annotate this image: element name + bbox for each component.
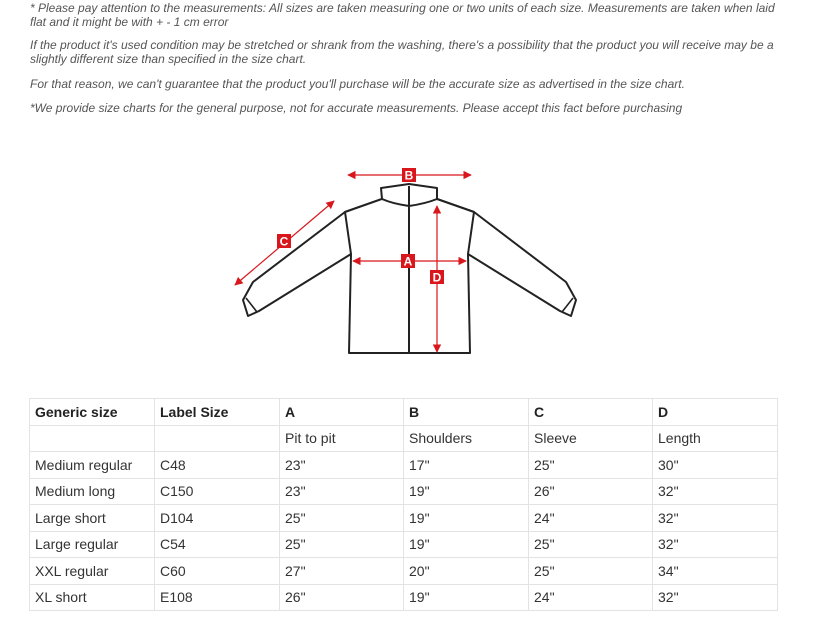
cell-d: 30" — [653, 452, 778, 479]
cell-b: 19" — [404, 584, 529, 611]
subheader-cell — [155, 425, 280, 452]
cell-a: 23" — [280, 478, 404, 505]
svg-text:B: B — [404, 168, 414, 183]
cell-d: 32" — [653, 531, 778, 558]
label-c-badge — [277, 234, 291, 249]
cell-a: 25" — [280, 505, 404, 532]
header-label-size: Label Size — [155, 399, 280, 426]
subheader-shoulders: Shoulders — [404, 425, 529, 452]
table-header-row — [30, 399, 778, 426]
header-a: A — [280, 399, 404, 426]
cell-b: 20" — [404, 558, 529, 585]
note-general-purpose: *We provide size charts for the general purpose, not for accurate measurements. Please accept this fact before purchasing — [30, 101, 683, 115]
table-row — [30, 452, 778, 479]
cell-b: 19" — [404, 505, 529, 532]
cell-generic-size: XL short — [30, 584, 155, 611]
cell-d: 32" — [653, 478, 778, 505]
cell-generic-size: Medium long — [30, 478, 155, 505]
header-generic-size: Generic size — [30, 399, 155, 426]
svg-text:C: C — [279, 234, 289, 249]
note-no-guarantee: For that reason, we can't guarantee that the product you'll purchase will be the accurate size as advertised in the size chart. — [30, 77, 685, 91]
header-c: C — [529, 399, 653, 426]
subheader-sleeve: Sleeve — [529, 425, 653, 452]
cell-c: 25" — [529, 558, 653, 585]
subheader-pit-to-pit: Pit to pit — [280, 425, 404, 452]
cell-label-size: C150 — [155, 478, 280, 505]
label-a-badge — [401, 254, 415, 269]
cell-c: 24" — [529, 584, 653, 611]
cell-b: 17" — [404, 452, 529, 479]
svg-text:D: D — [432, 270, 442, 285]
cell-a: 25" — [280, 531, 404, 558]
cell-a: 26" — [280, 584, 404, 611]
svg-text:A: A — [403, 254, 413, 269]
cell-label-size: C60 — [155, 558, 280, 585]
cell-label-size: D104 — [155, 505, 280, 532]
label-d-badge — [430, 270, 444, 285]
table-row — [30, 584, 778, 611]
subheader-cell — [30, 425, 155, 452]
cell-c: 25" — [529, 531, 653, 558]
label-b-badge — [402, 168, 416, 183]
table-subheader-row — [30, 425, 778, 452]
cell-label-size: C48 — [155, 452, 280, 479]
header-b: B — [404, 399, 529, 426]
cell-label-size: C54 — [155, 531, 280, 558]
cell-d: 32" — [653, 505, 778, 532]
table-row — [30, 478, 778, 505]
table-row — [30, 531, 778, 558]
cell-generic-size: XXL regular — [30, 558, 155, 585]
note-used-condition: If the product it's used condition may be stretched or shrank from the washing, there's a possibility that the product you will receive may be a slightly different size than specified in the size chart. — [30, 38, 774, 66]
cell-d: 34" — [653, 558, 778, 585]
table-row — [30, 505, 778, 532]
subheader-length: Length — [653, 425, 778, 452]
cell-b: 19" — [404, 478, 529, 505]
cell-a: 23" — [280, 452, 404, 479]
header-d: D — [653, 399, 778, 426]
cell-generic-size: Large short — [30, 505, 155, 532]
cell-c: 26" — [529, 478, 653, 505]
note-measurements: * Please pay attention to the measurements: All sizes are taken measuring one or two units of each size. Measurements are taken when laid flat and it might be with + - 1 cm error — [30, 1, 775, 29]
cell-c: 24" — [529, 505, 653, 532]
cell-a: 27" — [280, 558, 404, 585]
size-chart-table — [29, 398, 778, 611]
cell-generic-size: Medium regular — [30, 452, 155, 479]
table-row — [30, 558, 778, 585]
cell-label-size: E108 — [155, 584, 280, 611]
cell-generic-size: Large regular — [30, 531, 155, 558]
cell-b: 19" — [404, 531, 529, 558]
cell-d: 32" — [653, 584, 778, 611]
cell-c: 25" — [529, 452, 653, 479]
